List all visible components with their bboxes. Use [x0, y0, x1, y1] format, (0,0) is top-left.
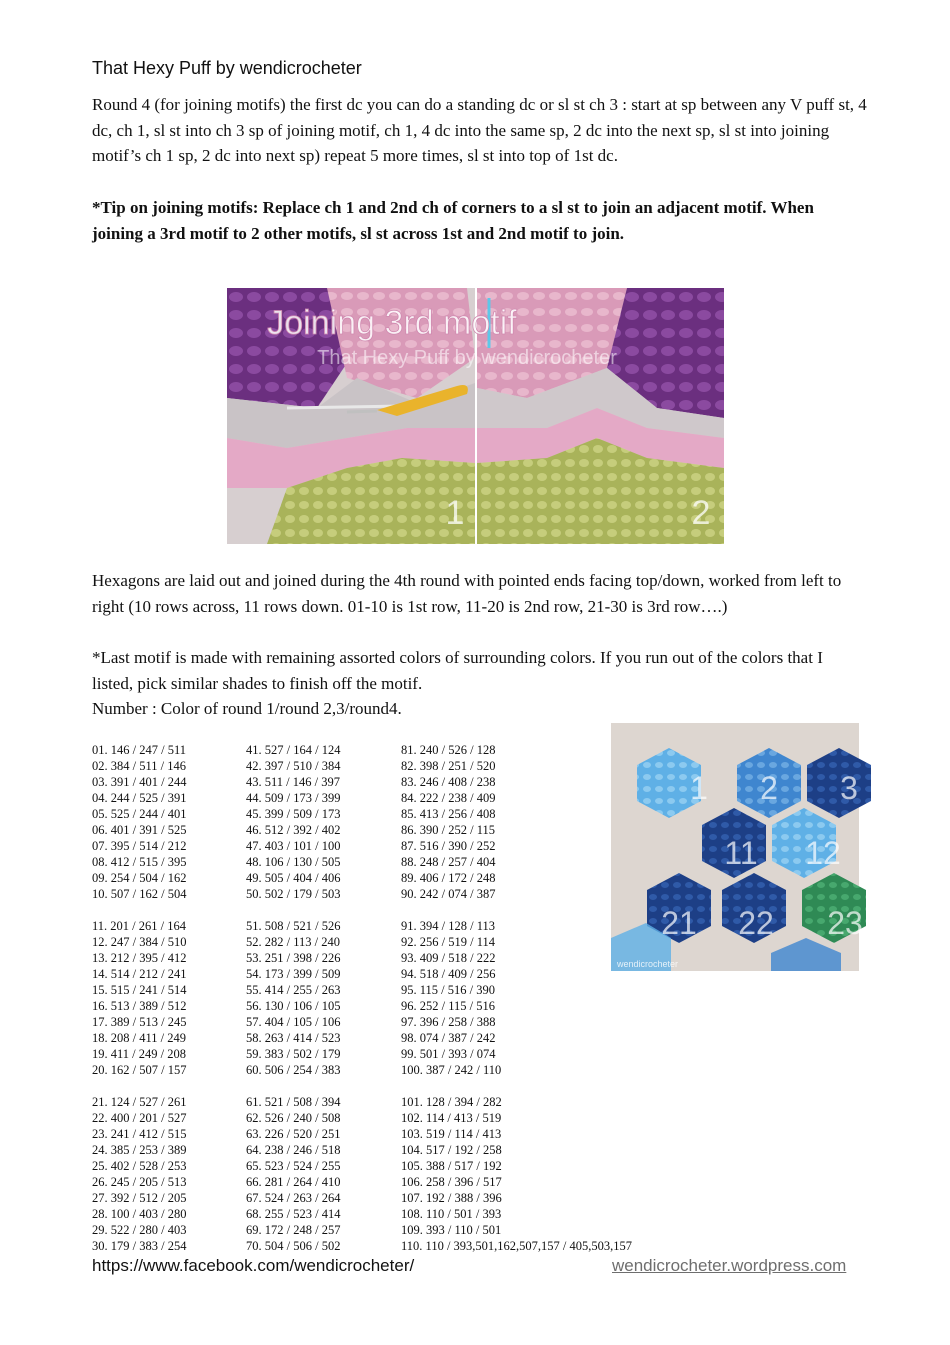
color-list-entry: 54. 173 / 399 / 509 — [246, 967, 341, 981]
color-list-entry: 25. 402 / 528 / 253 — [92, 1159, 187, 1173]
step-label-1: 1 — [445, 494, 465, 532]
color-list-entry: 43. 511 / 146 / 397 — [246, 775, 340, 789]
hex-label-1: 1 — [690, 770, 708, 806]
color-list-entry: 102. 114 / 413 / 519 — [401, 1111, 502, 1125]
color-list-entry: 46. 512 / 392 / 402 — [246, 823, 341, 837]
color-list-entry: 67. 524 / 263 / 264 — [246, 1191, 341, 1205]
color-list-entry: 14. 514 / 212 / 241 — [92, 967, 187, 981]
color-list-entry: 93. 409 / 518 / 222 — [401, 951, 496, 965]
facebook-link[interactable]: https://www.facebook.com/wendicrocheter/ — [92, 1256, 415, 1275]
color-list-entry: 90. 242 / 074 / 387 — [401, 887, 496, 901]
color-list-entry: 30. 179 / 383 / 254 — [92, 1239, 187, 1253]
color-list-entry: 08. 412 / 515 / 395 — [92, 855, 187, 869]
color-list-entry: 58. 263 / 414 / 523 — [246, 1031, 341, 1045]
hex-label-21: 21 — [661, 905, 697, 941]
color-list-column-3 — [401, 742, 632, 1254]
color-list-entry: 81. 240 / 526 / 128 — [401, 743, 496, 757]
hex-label-23: 23 — [827, 905, 863, 941]
color-list-entry: 100. 387 / 242 / 110 — [401, 1063, 502, 1077]
color-list-entry: 57. 404 / 105 / 106 — [246, 1015, 341, 1029]
color-list-entry: 99. 501 / 393 / 074 — [401, 1047, 496, 1061]
color-list-entry: 47. 403 / 101 / 100 — [246, 839, 341, 853]
photo-subtitle: That Hexy Puff by wendicrocheter — [317, 347, 617, 369]
color-list-entry: 01. 146 / 247 / 511 — [92, 743, 186, 757]
color-list-entry: 21. 124 / 527 / 261 — [92, 1095, 187, 1109]
color-list-entry: 51. 508 / 521 / 526 — [246, 919, 341, 933]
color-list-entry: 56. 130 / 106 / 105 — [246, 999, 341, 1013]
color-list-entry: 62. 526 / 240 / 508 — [246, 1111, 341, 1125]
color-list-entry: 11. 201 / 261 / 164 — [92, 919, 186, 933]
joining-tip: *Tip on joining motifs: Replace ch 1 and 2nd ch of corners to a sl st to join an adjacent motif. When joining a 3rd motif to 2 other motifs, sl st across 1st and 2nd motif to join. — [92, 198, 814, 243]
color-list-entry: 52. 282 / 113 / 240 — [246, 935, 340, 949]
joining-motif-photo — [227, 288, 724, 544]
color-list-entry: 97. 396 / 258 / 388 — [401, 1015, 496, 1029]
color-list-entry: 105. 388 / 517 / 192 — [401, 1159, 502, 1173]
hex-label-11: 11 — [724, 835, 758, 871]
group-spacer — [401, 902, 632, 918]
color-list-column-2 — [246, 742, 340, 1254]
color-list-entry: 106. 258 / 396 / 517 — [401, 1175, 502, 1189]
color-list-entry: 42. 397 / 510 / 384 — [246, 759, 341, 773]
color-list-entry: 94. 518 / 409 / 256 — [401, 967, 496, 981]
hexagon-layout-photo — [611, 723, 863, 971]
color-list-entry: 68. 255 / 523 / 414 — [246, 1207, 341, 1221]
color-list-entry: 12. 247 / 384 / 510 — [92, 935, 187, 949]
color-list-entry: 09. 254 / 504 / 162 — [92, 871, 187, 885]
color-list-entry: 84. 222 / 238 / 409 — [401, 791, 496, 805]
color-list-entry: 26. 245 / 205 / 513 — [92, 1175, 187, 1189]
color-list-entry: 44. 509 / 173 / 399 — [246, 791, 341, 805]
website-link[interactable]: wendicrocheter.wordpress.com — [612, 1256, 847, 1275]
color-list-entry: 69. 172 / 248 / 257 — [246, 1223, 341, 1237]
step-label-2: 2 — [691, 494, 711, 532]
round4-instructions: Round 4 (for joining motifs) the first dc you can do a standing dc or sl st ch 3 : start at sp between any V puff st, 4 dc, ch 1, sl st into ch 3 sp of joining motif, ch 1, 4 dc into the same sp, 2 dc into the next sp, sl st into joining motif’s ch 1 sp, 2 dc into next sp) repeat 5 more times, sl st into top of 1st dc. — [92, 95, 867, 165]
color-list-entry: 16. 513 / 389 / 512 — [92, 999, 187, 1013]
layout-description: Hexagons are laid out and joined during the 4th round with pointed ends facing top/down, worked from left to right (10 rows across, 11 rows down. 01-10 is 1st row, 11-20 is 2nd row, 21-30 is 3rd row….) — [92, 571, 842, 616]
color-list-entry: 107. 192 / 388 / 396 — [401, 1191, 502, 1205]
color-list-entry: 53. 251 / 398 / 226 — [246, 951, 341, 965]
document-title: That Hexy Puff by wendicrocheter — [92, 58, 362, 78]
group-spacer — [92, 902, 186, 918]
color-list-entry: 95. 115 / 516 / 390 — [401, 983, 495, 997]
color-list-entry: 50. 502 / 179 / 503 — [246, 887, 341, 901]
color-list-entry: 41. 527 / 164 / 124 — [246, 743, 341, 757]
color-list-entry: 64. 238 / 246 / 518 — [246, 1143, 341, 1157]
color-list-entry: 109. 393 / 110 / 501 — [401, 1223, 502, 1237]
hex-label-12: 12 — [805, 835, 841, 871]
color-list-column-1 — [92, 742, 186, 1254]
color-list-entry: 66. 281 / 264 / 410 — [246, 1175, 341, 1189]
hex-label-3: 3 — [840, 770, 858, 806]
color-list-entry: 61. 521 / 508 / 394 — [246, 1095, 341, 1109]
color-list-entry: 06. 401 / 391 / 525 — [92, 823, 187, 837]
color-list-entry: 98. 074 / 387 / 242 — [401, 1031, 496, 1045]
color-list-entry: 45. 399 / 509 / 173 — [246, 807, 341, 821]
color-list-entry: 82. 398 / 251 / 520 — [401, 759, 496, 773]
color-list-entry: 59. 383 / 502 / 179 — [246, 1047, 341, 1061]
group-spacer — [246, 902, 340, 918]
color-list-entry: 23. 241 / 412 / 515 — [92, 1127, 187, 1141]
color-list-entry: 104. 517 / 192 / 258 — [401, 1143, 502, 1157]
color-list-entry: 05. 525 / 244 / 401 — [92, 807, 187, 821]
color-list-entry: 07. 395 / 514 / 212 — [92, 839, 187, 853]
color-list-entry: 89. 406 / 172 / 248 — [401, 871, 496, 885]
color-list-entry: 110. 110 / 393,501,162,507,157 / 405,503,157 — [401, 1239, 633, 1253]
color-list-entry: 91. 394 / 128 / 113 — [401, 919, 495, 933]
legend-heading: Number : Color of round 1/round 2,3/round4. — [92, 699, 402, 718]
color-list-entry: 27. 392 / 512 / 205 — [92, 1191, 187, 1205]
color-list-entry: 87. 516 / 390 / 252 — [401, 839, 496, 853]
color-list-entry: 28. 100 / 403 / 280 — [92, 1207, 187, 1221]
color-list-entry: 10. 507 / 162 / 504 — [92, 887, 187, 901]
color-list-entry: 13. 212 / 395 / 412 — [92, 951, 187, 965]
color-list-entry: 04. 244 / 525 / 391 — [92, 791, 187, 805]
color-list-entry: 22. 400 / 201 / 527 — [92, 1111, 187, 1125]
photo-watermark: wendicrocheter — [617, 959, 679, 969]
group-spacer — [401, 1078, 632, 1094]
color-list-entry: 55. 414 / 255 / 263 — [246, 983, 341, 997]
color-list-entry: 20. 162 / 507 / 157 — [92, 1063, 187, 1077]
color-list-entry: 24. 385 / 253 / 389 — [92, 1143, 187, 1157]
color-list-entry: 63. 226 / 520 / 251 — [246, 1127, 341, 1141]
color-list-entry: 60. 506 / 254 / 383 — [246, 1063, 341, 1077]
color-list-entry: 03. 391 / 401 / 244 — [92, 775, 187, 789]
color-list-entry: 96. 252 / 115 / 516 — [401, 999, 495, 1013]
color-list-entry: 92. 256 / 519 / 114 — [401, 935, 495, 949]
color-list-entry: 101. 128 / 394 / 282 — [401, 1095, 502, 1109]
color-list-entry: 17. 389 / 513 / 245 — [92, 1015, 187, 1029]
group-spacer — [92, 1078, 186, 1094]
color-list-entry: 108. 110 / 501 / 393 — [401, 1207, 502, 1221]
color-list-entry: 15. 515 / 241 / 514 — [92, 983, 187, 997]
color-list-entry: 86. 390 / 252 / 115 — [401, 823, 495, 837]
group-spacer — [246, 1078, 340, 1094]
hex-label-2: 2 — [760, 770, 778, 806]
color-list-entry: 70. 504 / 506 / 502 — [246, 1239, 341, 1253]
color-list-entry: 65. 523 / 524 / 255 — [246, 1159, 341, 1173]
color-list-entry: 48. 106 / 130 / 505 — [246, 855, 341, 869]
color-list-entry: 29. 522 / 280 / 403 — [92, 1223, 187, 1237]
color-list-entry: 85. 413 / 256 / 408 — [401, 807, 496, 821]
color-list-entry: 83. 246 / 408 / 238 — [401, 775, 496, 789]
color-list-entry: 18. 208 / 411 / 249 — [92, 1031, 186, 1045]
color-list-entry: 19. 411 / 249 / 208 — [92, 1047, 186, 1061]
hex-label-22: 22 — [738, 905, 774, 941]
color-list-entry: 103. 519 / 114 / 413 — [401, 1127, 502, 1141]
color-list-entry: 02. 384 / 511 / 146 — [92, 759, 186, 773]
last-motif-note: *Last motif is made with remaining assorted colors of surrounding colors. If you run out of the colors that I listed, pick similar shades to finish off the motif. — [92, 648, 823, 693]
color-list-entry: 49. 505 / 404 / 406 — [246, 871, 341, 885]
photo-title: Joining 3rd motif — [267, 304, 517, 342]
color-list-entry: 88. 248 / 257 / 404 — [401, 855, 496, 869]
